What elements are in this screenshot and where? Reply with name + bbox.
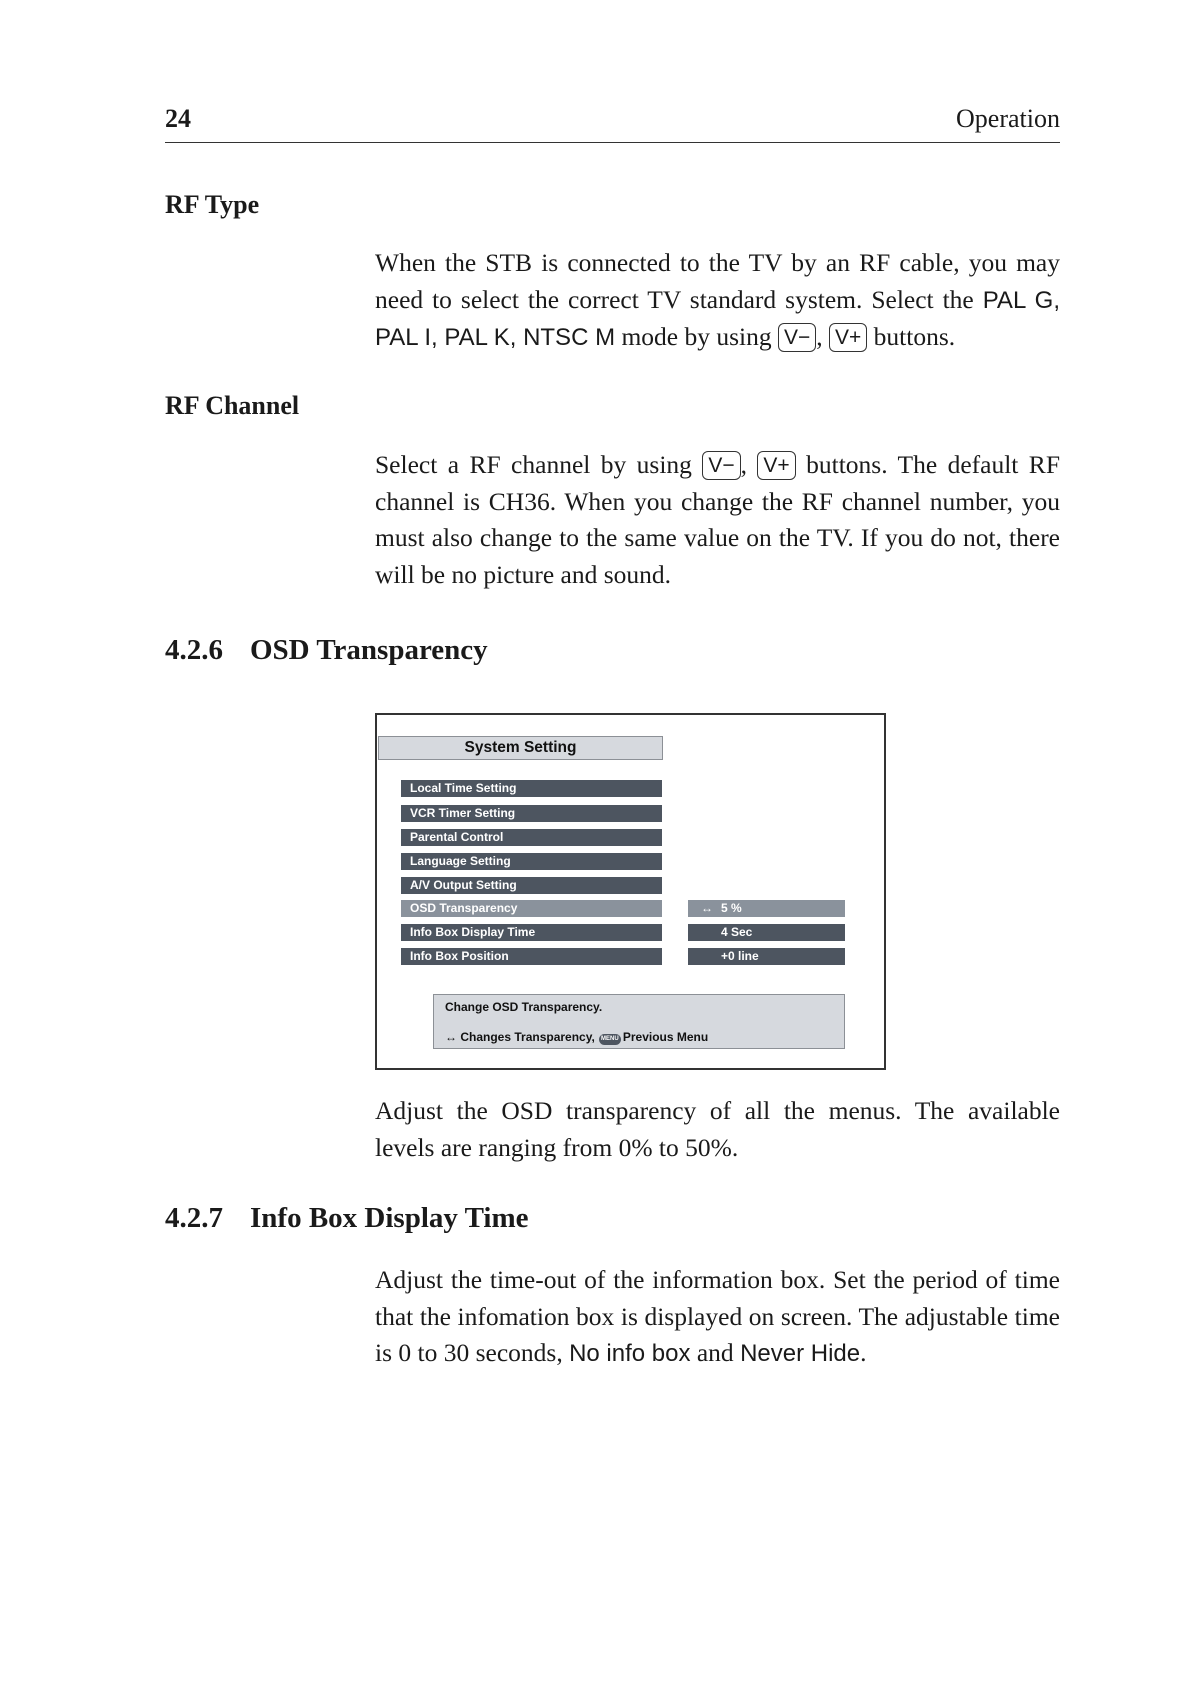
- osd-help-box: [433, 994, 845, 1049]
- osd-transparency-paragraph: Adjust the OSD transparency of all the menus. The available levels are ranging from 0% to 50%.: [375, 1096, 1060, 1162]
- info-box-display-time-section-heading: [165, 1202, 529, 1235]
- v-plus-key: V+: [757, 451, 795, 480]
- rf-type-text-1: When the STB is connected to the TV by an RF cable, you may need to select the correct TV standard system. Select the: [375, 248, 1060, 314]
- osd-screenshot: [375, 713, 886, 1070]
- option-no-info-box: No info box: [569, 1340, 691, 1367]
- info-box-text-1: Adjust the time-out of the information box. Set the period of time that the infomation box is displayed on screen. The adjustable time is 0 to 30 seconds,: [375, 1265, 1060, 1367]
- running-title: Operation: [956, 104, 1060, 133]
- rf-type-modes: PAL G, PAL I, PAL K, NTSC M: [375, 286, 1060, 351]
- v-minus-key: V−: [778, 323, 816, 352]
- rf-type-text-3: buttons.: [867, 322, 956, 351]
- osd-menu-item-language[interactable]: Language Setting: [401, 853, 662, 870]
- info-box-paragraph: [375, 1262, 1060, 1373]
- section-title: OSD Transparency: [250, 634, 488, 666]
- rf-type-heading: RF Type: [165, 190, 260, 219]
- help-changes-text: Changes Transparency,: [460, 1030, 595, 1044]
- menu-button-icon: MENU: [599, 1034, 621, 1045]
- page-number: 24: [165, 104, 191, 133]
- osd-menu-item-av-output[interactable]: A/V Output Setting: [401, 877, 662, 894]
- osd-help-hints: [445, 1030, 708, 1045]
- left-right-arrows-icon: ↔: [445, 1030, 457, 1044]
- rf-channel-paragraph: [375, 447, 1060, 593]
- info-box-text-3: .: [860, 1338, 867, 1367]
- osd-help-description: Change OSD Transparency.: [445, 1000, 603, 1014]
- page-header: [165, 104, 1060, 143]
- osd-menu-item-vcr-timer[interactable]: VCR Timer Setting: [401, 805, 662, 822]
- info-box-text-2: and: [690, 1338, 741, 1367]
- option-never-hide: Never Hide: [740, 1340, 861, 1367]
- rf-type-paragraph: [375, 245, 1060, 357]
- section-number: 4.2.7: [165, 1202, 223, 1234]
- osd-menu-item-osd-transparency[interactable]: OSD Transparency: [401, 900, 662, 917]
- left-right-arrows-icon: ↔: [701, 901, 713, 915]
- v-minus-key: V−: [702, 451, 740, 480]
- section-number: 4.2.6: [165, 634, 223, 666]
- rf-channel-heading: RF Channel: [165, 391, 300, 420]
- osd-menu-title: System Setting: [378, 736, 663, 760]
- key-separator: ,: [740, 450, 758, 479]
- osd-menu-item-parental-control[interactable]: Parental Control: [401, 829, 662, 846]
- osd-transparency-section-heading: [165, 634, 488, 667]
- info-box-position-value[interactable]: +0 line: [688, 948, 845, 965]
- osd-transparency-value-text: 5 %: [721, 901, 742, 915]
- osd-menu-item-info-box-position[interactable]: Info Box Position: [401, 948, 662, 965]
- rf-channel-text-2: buttons. The default RF channel is CH36. When you change the RF channel number, you must also change to the same value on the TV. If you do not, there will be no picture and sound.: [375, 450, 1060, 589]
- osd-menu-item-local-time[interactable]: Local Time Setting: [401, 780, 662, 797]
- help-previous-text: Previous Menu: [622, 1030, 709, 1044]
- key-separator: ,: [816, 322, 830, 351]
- osd-transparency-value[interactable]: [688, 900, 845, 917]
- osd-menu-item-info-box-time[interactable]: Info Box Display Time: [401, 924, 662, 941]
- section-title: Info Box Display Time: [250, 1202, 529, 1234]
- info-box-time-value[interactable]: 4 Sec: [688, 924, 845, 941]
- v-plus-key: V+: [829, 323, 867, 352]
- rf-type-text-2: mode by using: [615, 322, 778, 351]
- rf-channel-text-1: Select a RF channel by using: [375, 450, 703, 479]
